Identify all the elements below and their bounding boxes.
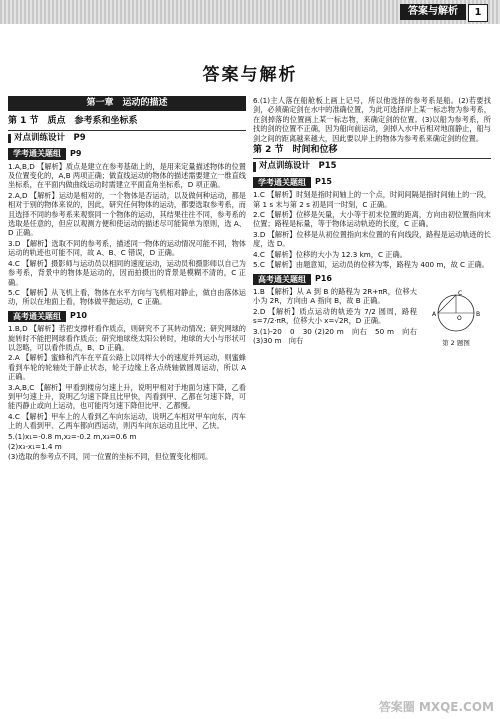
answer-item: 3.A,B,C 【解析】甲看到楼房匀速上升，说明甲相对于地面匀速下降，乙看到甲匀速上升，说明乙匀速下降且比甲快，丙看到甲、乙都在匀速下降，可能丙静止或向上运动，也可能丙匀速下降但比甲、乙都慢。: [8, 382, 246, 411]
tag-label: 学考通关题组: [8, 148, 66, 159]
page-title: 答案与解析: [202, 65, 298, 85]
point-b-label: B: [476, 310, 481, 318]
answer-item: 4.C 【解析】位移的大小为 12.3 km，C 正确。: [253, 249, 407, 259]
answer-item: 1.A,B,D 【解析】质点是建立在参考基础上的，是用来定量描述物体的位置及位置变化的，A,B 两项正确；做直线运动的物体的描述需要建立一维直线坐标系，在平面内做曲线运动时需建立平面直角坐标系，D 项正确。: [8, 161, 246, 190]
point-c-label: C: [458, 289, 463, 297]
point-o-label: O: [457, 314, 462, 322]
answer-item: 3.(1)-20 0 30 (2)20 m 向右 50 m 向右 (3)30 m 向右: [253, 326, 417, 345]
subheading: 对点训练设计 P15: [253, 162, 491, 171]
circle-figure: [421, 289, 491, 347]
answer-list: [253, 96, 491, 143]
answer-item: 2.A 【解析】蜜蜂和汽车在平直公路上以同样大小的速度并列运动，则蜜蜂看到车轮的轮轴处于静止状态，轮子边缘上各点绕轴做圆周运动，所以 A 正确。: [8, 353, 246, 382]
answer-item: 4.C 【解析】甲车上的人看到乙车向东运动，说明乙车相对甲车向东，丙车上的人看到甲、乙两车都向西运动，则丙车向东运动且比甲、乙快。: [8, 411, 246, 431]
answer-item: 3.D 【解析】选取不同的参考系，描述同一物体的运动情况可能不同，物体运动的轨迹也可能不同，故 A、B、C 错误，D 正确。: [8, 238, 246, 258]
answer-item: 2.C 【解析】位移是矢量，大小等于初末位置的距离，方向由初位置指向末位置；路程是标量，等于物体运动轨迹的长度，C 正确。: [253, 210, 491, 229]
subheading: 对点训练设计 P9: [8, 134, 246, 143]
section-heading: 第 1 节 质点 参考系和坐标系: [8, 115, 246, 130]
answer-list: [8, 324, 246, 462]
right-column: [253, 96, 491, 349]
answer-item: 1.B,D 【解析】若把支撑杆看作质点，则研究不了其转动情况；研究网球的旋转时不能把网球看作质点；研究地球绕太阳公转时，地球的大小与形状可以忽略，可以看作质点，B、D 正确。: [8, 324, 246, 352]
watermark-logo: 答案圈 MXQE.COM: [378, 700, 494, 714]
tag-label: 高考通关题组: [253, 274, 311, 285]
answer-item: 5.C 【解析】从飞机上看，物体在水平方向与飞机相对静止，做自由落体运动，所以在地面上看，物体做平抛运动，C 正确。: [8, 287, 246, 307]
answer-item: (3)选取的参考点不同，同一位置的坐标不同，但位置变化相同。: [8, 452, 213, 462]
answer-item: 4.C 【解析】摄影师与运动员以相同的速度运动，运动员和摄影师以自己为参考系，背景中的物体是运动的，因而拍摄出的背景是模糊不清的，C 正确。: [8, 258, 246, 287]
header-band: 答案与解析: [400, 4, 466, 20]
answer-item: 1.C 【解析】时刻是指时间轴上的一个点，时间间隔是指时间轴上的一段，第 1 s 末与第 2 s 初是同一时刻，C 正确。: [253, 190, 491, 209]
figure-caption: 第 2 题图: [442, 339, 470, 348]
section-heading: 第 2 节 时间和位移: [253, 144, 491, 159]
tag-page: P10: [70, 311, 87, 321]
chapter-bar: 第一章 运动的描述: [8, 96, 246, 111]
answer-item: 6.(1)主人落在船舱板上画上记号，所以他选择的参考系是船。(2)若要找剑，必须确定剑在水中的准确位置，为此可选择岸上某一标志物为参考系，在剑掉落的位置画上某一标志物，来确定剑的位置。(3)以船为参考系，所找的剑的位置不正确，因为船向前运动，剑掉入水中后相对地面静止，船与剑之间的距离越来越大，因此要以岸上的物体为参考系来确定剑的位置。: [253, 96, 491, 143]
answer-item: 1.B 【解析】从 A 到 B 的路程为 2R+πR，位移大小为 2R，方向由 A 指向 B，故 B 正确。: [253, 286, 417, 306]
tag-label: 学考通关题组: [253, 177, 311, 188]
tag-page: P16: [315, 274, 332, 283]
tag-page: P15: [315, 177, 332, 187]
answer-item: 5.C 【解析】由题意知，运动员的位移为零，路程为 400 m，故 C 正确。: [253, 260, 489, 270]
page-number: 1: [468, 4, 488, 22]
left-column: [8, 96, 246, 463]
point-a-label: A: [432, 310, 437, 318]
tag-page: P9: [70, 148, 82, 158]
answer-list: [253, 190, 491, 269]
answer-item: (2)x₃-x₁=1.4 m: [8, 442, 62, 451]
tag-label: 高考通关题组: [8, 311, 66, 322]
answer-item: 2.A,D 【解析】运动是相对的，一个物体是否运动，以及做何种运动，都是相对于别的物体来说的，因此，研究任何物体的运动，都要选取参考系，而且选择不同的参考系来观察同一个物体的运动，其结果往往不同，参考系的选取是任意的，但应以观测方便和使运动的描述尽可能简单为原则，选 A、D 正确。: [8, 190, 246, 238]
answer-item: 2.D 【解析】质点运动的轨迹为 7/2 圆周，路程 s=7/2·πR，位移大小 x=√2R，D 正确。: [253, 306, 417, 326]
circle-diagram: [421, 289, 491, 337]
answer-item: 3.D 【解析】位移是从初位置指向末位置的有向线段，路程是运动轨迹的长度，选 D。: [253, 229, 491, 249]
answer-item: 5.(1)x₁=-0.8 m,x₂=-0.2 m,x₃=0.6 m: [8, 431, 137, 441]
answer-list: [8, 162, 246, 307]
